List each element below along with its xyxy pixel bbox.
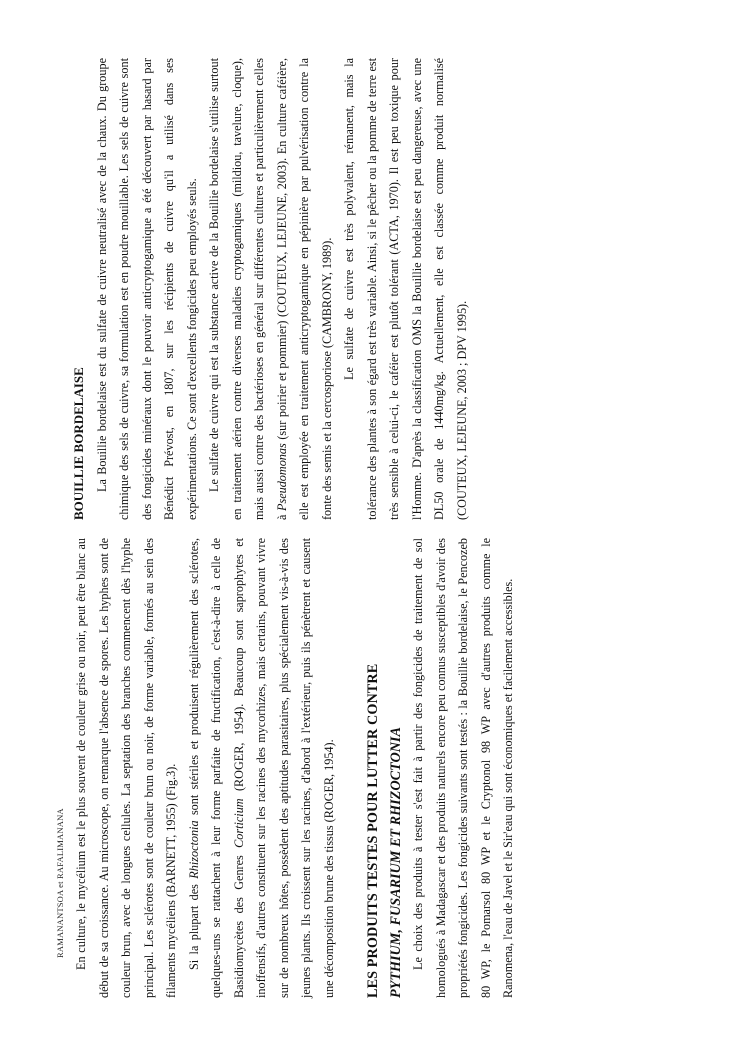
- paragraph-sulfate: [203, 58, 338, 520]
- paragraph-bouillie-intro: La Bouillie bordelaise est du sulfate de cuivre neutralisé avec de la chaux. Du groupe chimique des sels de cuivre, sa formulation est en poudre mouillable. Les sels de cuivre sont des fongicides minéraux dont le pouvoir anticryptogamique a été découvert par hasard par Bénédict Prévost, en 1807, sur les récipients de cuivre qu'il a utilisé dans ses expérimentations. Ce sont d'excellents fongicides peu employés seuls.: [94, 58, 199, 520]
- left-column: [70, 538, 520, 998]
- text-run: sont stériles et produisent régulièrement des sclérotes, quelques-uns se rattachent à leur forme parfaite de fructification, c'est-à-dire à celle de Basidiomycètes des Genres: [186, 538, 246, 998]
- text-run: Si la plupart des: [186, 878, 201, 970]
- section-heading-bouillie: BOUILLIE BORDELAISE: [71, 367, 86, 520]
- paragraph-mycelium: En culture, le mycélium est le plus souvent de couleur grise ou noir, peut être blanc au début de sa croissance. Au microscope, on remarque l'absence de spores. Les hyphes sont de couleur brun, avec de longues cellules. La septation des branches commencent dès l'hyphe principal. Les sclérotes sont de couleur brun ou noir, de forme variable, formés au sein des filaments mycéliens (BARNETT, 1955) (Fig.3).: [74, 538, 178, 998]
- genus-name: Pseudomonas: [274, 443, 289, 511]
- right-column: [68, 58, 473, 520]
- genus-name: Corticium: [231, 798, 246, 848]
- paragraph-products: Le choix des produits à tester s'est fait à partir des fongicides de traitement de sol homologués à Madagascar et des produits naturels encore peu connus susceptibles d'avoir des propriétés fongicides. Les fongicides suivants sont testés : la Bouillie bordelaise, le Pencozeb 80 WP, le Pomarsol 80 WP et le Cryptonol 98 WP avec d'autres produits comme le Ranomena, l'eau de Javel et le Sir'eau qui sont économiques et facilement accessibles.: [411, 538, 515, 998]
- text-run: (ROGER, 1954). Beaucoup sont saprophytes et inoffensifs, d'autres constituent sur les racines des mycorhizes, mais certains, pouvant vivre sur de nombreux hôtes, possèdent des aptitudes parasitaires, plus spécialement vis-à-vis des jeunes plants. Ils croissent sur les racines, d'abord à l'extérieur, puis ils pénètrent et causent une décomposition brune des tissus (ROGER, 1954).: [231, 538, 336, 998]
- text-run: (sur poirier et pommier) (COUTEUX, LEJEUNE, 2003). En culture caféière, elle est employée en traitement anticryptogamique en pépinière par pulvérisation contre la fonte des semis et la cercosporiose (CAMBRONY, 1989).: [274, 58, 334, 520]
- section-heading: LES PRODUITS TESTES POUR LUTTER CONTRE: [365, 663, 381, 998]
- running-head: RAMANANTSOA et RAFALIMANANA: [55, 808, 65, 958]
- text-run: Le sulfate de cuivre qui est la substance active de la Bouillie bordelaise s'utilise surtout en traitement aérien contre diverses maladies cryptogamiques (mildiou, tavelure, cloque), mais aussi contre des bactérioses en général sur différentes cultures et particulièrement celles à: [207, 58, 289, 520]
- paragraph-polyvalent: Le sulfate de cuivre est très polyvalent, rémanent, mais la tolérance des plantes à son égard est très variable. Ainsi, si le pêcher ou la pomme de terre est très sensible à celui-ci, le caféier est plutôt tolérant (ACTA, 1970). Il est peu toxique pour l'Homme. D'après la classification OMS la Bouillie bordelaise est peu dangereuse, avec une DL50 orale de 1440mg/kg. Actuellement, elle est classée comme produit normalisé (COUTEUX, LEJEUNE, 2003 ; DPV 1995).: [342, 58, 469, 520]
- genus-name: Rhizoctonia: [186, 820, 201, 879]
- paragraph-rhizoctonia: [183, 538, 341, 998]
- section-subheading: PYTHIUM, FUSARIUM ET RHIZOCTONIA: [387, 727, 404, 998]
